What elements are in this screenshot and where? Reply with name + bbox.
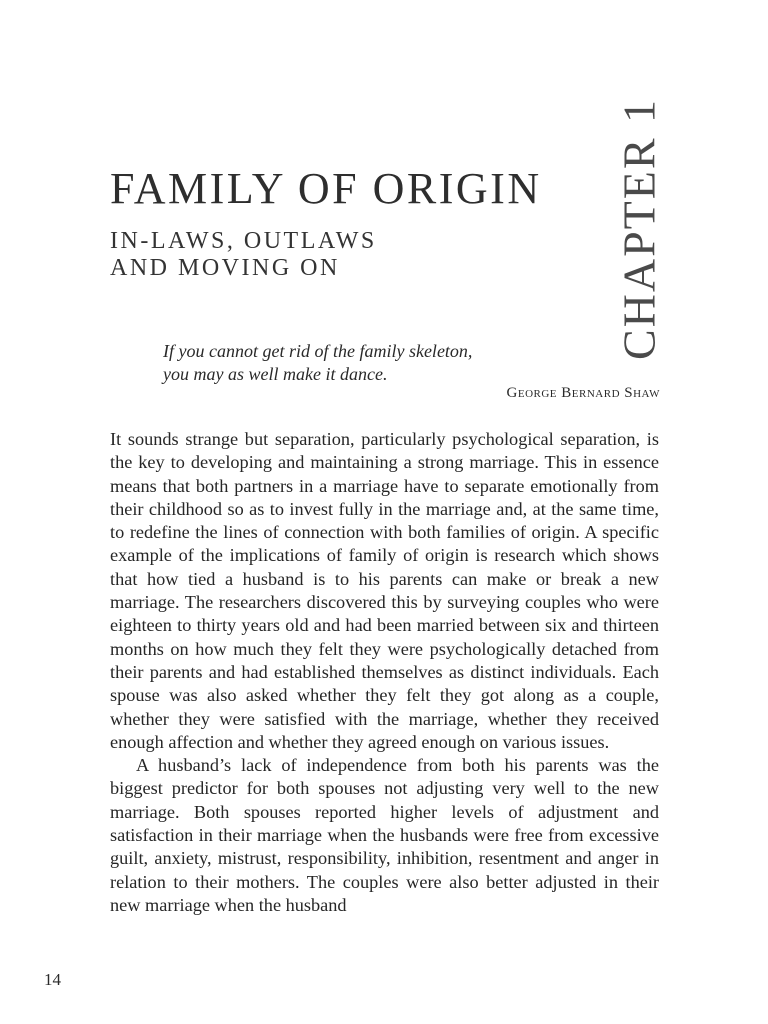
page-number: 14 [44,970,61,989]
chapter-label-vertical [613,97,665,361]
body-paragraph-2: A husband’s lack of independence from both his parents was the biggest predictor for both spouses not adjusting very well to the new marriage. Both spouses reported higher levels of adjustment and satisfaction in their marriage when the husbands were free from excessive guilt, anxiety, mistrust, responsibility, inhibition, resentment and anger in relation to their mothers. The couples were also better adjusted in their new marriage when the husband [110,755,659,915]
body-text [110,428,659,917]
epigraph-quote [163,340,472,386]
body-paragraph-1: It sounds strange but separation, particularly psychological separation, is the key to developing and maintaining a strong marriage. This in essence means that both partners in a marriage have to separate emotionally from their childhood so as to invest fully in the marriage and, at the same time, to redefine the lines of connection with both families of origin. A specific example of the implications of family of origin is research which shows that how tied a husband is to his parents can make or break a new marriage. The researchers discovered this by surveying couples who were eighteen to thirty years old and had been married between six and thirteen months on how much they felt they were psychologically detached from their parents and had established themselves as distinct individuals. Each spouse was also asked whether they felt they got along as a couple, whether they were satisfied with the marriage, whether they received enough affection and whether they agreed enough on various issues. [110,429,659,752]
epigraph-attribution: George Bernard Shaw [506,385,660,401]
chapter-label-text: CHAPTER 1 [613,97,665,361]
chapter-subtitle [110,228,377,282]
epigraph-line-2: you may as well make it dance. [163,364,388,384]
chapter-title: FAMILY OF ORIGIN [110,164,542,213]
chapter-subtitle-line-1: IN-LAWS, OUTLAWS [110,228,377,254]
chapter-subtitle-line-2: AND MOVING ON [110,255,340,281]
epigraph-line-1: If you cannot get rid of the family skeleton, [163,341,473,361]
